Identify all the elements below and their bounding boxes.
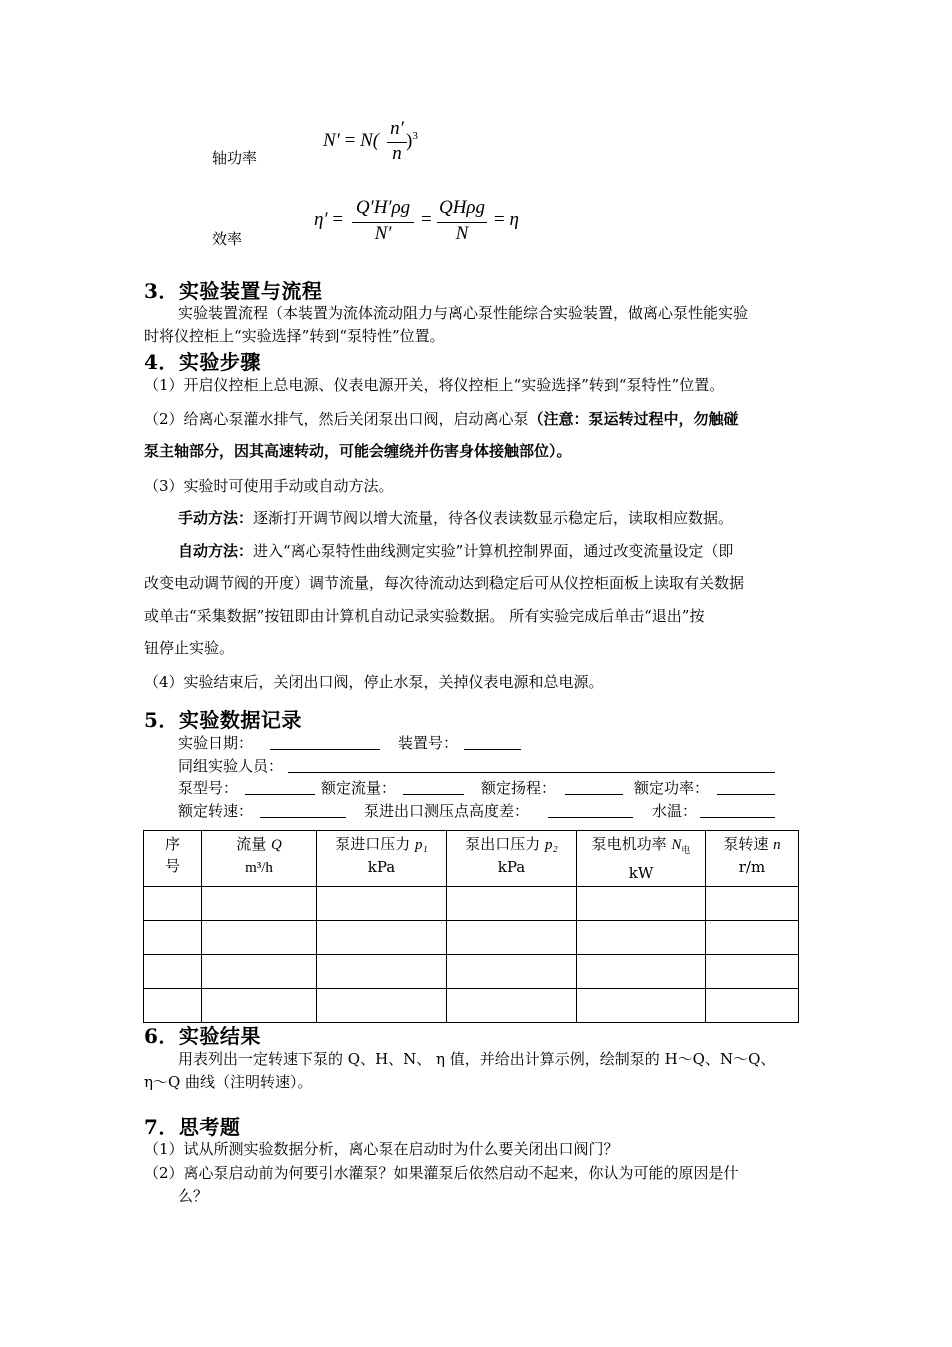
rated-speed-field[interactable] — [260, 817, 346, 818]
table-row — [144, 989, 799, 1023]
header-pump-speed: 泵转速 n r/m — [706, 831, 799, 887]
section-6-line-2: η～Q 曲线（注明转速）。 — [144, 1073, 313, 1091]
header-motor-power: 泵电机功率 $N_电$ kW — [577, 831, 706, 887]
members-field[interactable] — [288, 772, 775, 773]
table-row — [144, 887, 799, 921]
step-2-warning-b: 泵主轴部分，因其高速转动，可能会缠绕并伤害身体接触部位）。 — [144, 442, 572, 460]
step-2-line-1 — [144, 407, 739, 431]
water-temp-field[interactable] — [700, 817, 775, 818]
rated-flow-label: 额定流量： — [321, 779, 397, 797]
section-3-heading: 3．实验装置与流程 — [144, 279, 323, 303]
question-1: （1）试从所测实验数据分析，离心泵在启动时为什么要关闭出口阀门？ — [144, 1140, 619, 1158]
question-2-line-1: （2）离心泵启动前为何要引水灌泵？如果灌泵后依然启动不起来，你认为可能的原因是什 — [144, 1164, 739, 1182]
height-diff-field[interactable] — [548, 817, 633, 818]
manual-method-label: 手动方法： — [178, 509, 254, 527]
header-flow: 流量 Q m³/h — [202, 831, 317, 887]
table-row — [144, 955, 799, 989]
data-record-table — [143, 830, 799, 1023]
rated-head-field[interactable] — [565, 794, 623, 795]
auto-method-line-1 — [178, 539, 733, 563]
header-outlet-pressure: 泵出口压力 p₂ kPa — [447, 831, 577, 887]
header-inlet-pressure: 泵进口压力 p₁ kPa — [317, 831, 447, 887]
rated-power-field[interactable] — [717, 794, 775, 795]
manual-method-text: 逐渐打开调节阀以增大流量，待各仪表读数显示稳定后，读取相应数据。 — [253, 509, 734, 527]
step-1: （1）开启仪控柜上总电源、仪表电源开关，将仪控柜上“实验选择”转到“泵特性”位置。 — [144, 376, 725, 394]
rated-power-label: 额定功率： — [634, 779, 710, 797]
auto-method-text-1: 进入“离心泵特性曲线测定实验”计算机控制界面，通过改变流量设定（即 — [253, 542, 734, 560]
section-4-heading: 4．实验步骤 — [144, 350, 261, 374]
shaft-power-label: 轴功率 — [212, 149, 258, 167]
header-serial: 序 号 — [144, 831, 202, 887]
section-6-line-1: 用表列出一定转速下泵的 Q、H、N、 η 值，并给出计算示例，绘制泵的 H～Q、N～Q、 — [178, 1050, 776, 1068]
manual-method — [178, 506, 733, 530]
date-label: 实验日期： — [178, 734, 254, 752]
section-5-heading: 5．实验数据记录 — [144, 708, 302, 732]
rated-speed-label: 额定转速： — [178, 802, 254, 820]
efficiency-label: 效率 — [212, 230, 243, 248]
members-label: 同组实验人员： — [178, 757, 284, 775]
water-temp-label: 水温： — [652, 802, 698, 820]
device-field[interactable] — [464, 749, 521, 750]
table-header-row — [144, 831, 799, 887]
step-2-prefix: （2）给离心泵灌水排气，然后关闭泵出口阀，启动离心泵 — [144, 410, 529, 428]
step-4: （4）实验结束后，关闭出口阀，停止水泵，关掉仪表电源和总电源。 — [144, 673, 604, 691]
step-2-warning-a: （注意：泵运转过程中，勿触碰 — [528, 410, 739, 428]
section-7-heading: 7．思考题 — [144, 1115, 241, 1139]
question-2-line-2: 么？ — [178, 1187, 209, 1205]
height-diff-label: 泵进出口测压点高度差： — [364, 802, 530, 820]
rated-flow-field[interactable] — [403, 794, 464, 795]
auto-method-line-4: 钮停止实验。 — [144, 639, 235, 657]
date-field[interactable] — [270, 749, 380, 750]
section-6-heading: 6．实验结果 — [144, 1024, 261, 1048]
auto-method-line-3: 或单击“采集数据”按钮即由计算机自动记录实验数据。 所有实验完成后单击“退出”按 — [144, 607, 705, 625]
pump-model-field[interactable] — [245, 794, 315, 795]
step-3: （3）实验时可使用手动或自动方法。 — [144, 477, 394, 495]
auto-method-line-2: 改变电动调节阀的开度）调节流量，每次待流动达到稳定后可从仪控柜面板上读取有关数据 — [144, 574, 745, 592]
device-label: 装置号： — [398, 734, 459, 752]
section-3-line-1: 实验装置流程（本装置为流体流动阻力与离心泵性能综合实验装置，做离心泵性能实验 — [178, 304, 749, 322]
section-3-line-2: 时将仪控柜上“实验选择”转到“泵特性”位置。 — [144, 327, 445, 345]
pump-model-label: 泵型号： — [178, 779, 239, 797]
auto-method-label: 自动方法： — [178, 542, 254, 560]
table-row — [144, 921, 799, 955]
rated-head-label: 额定扬程： — [481, 779, 557, 797]
